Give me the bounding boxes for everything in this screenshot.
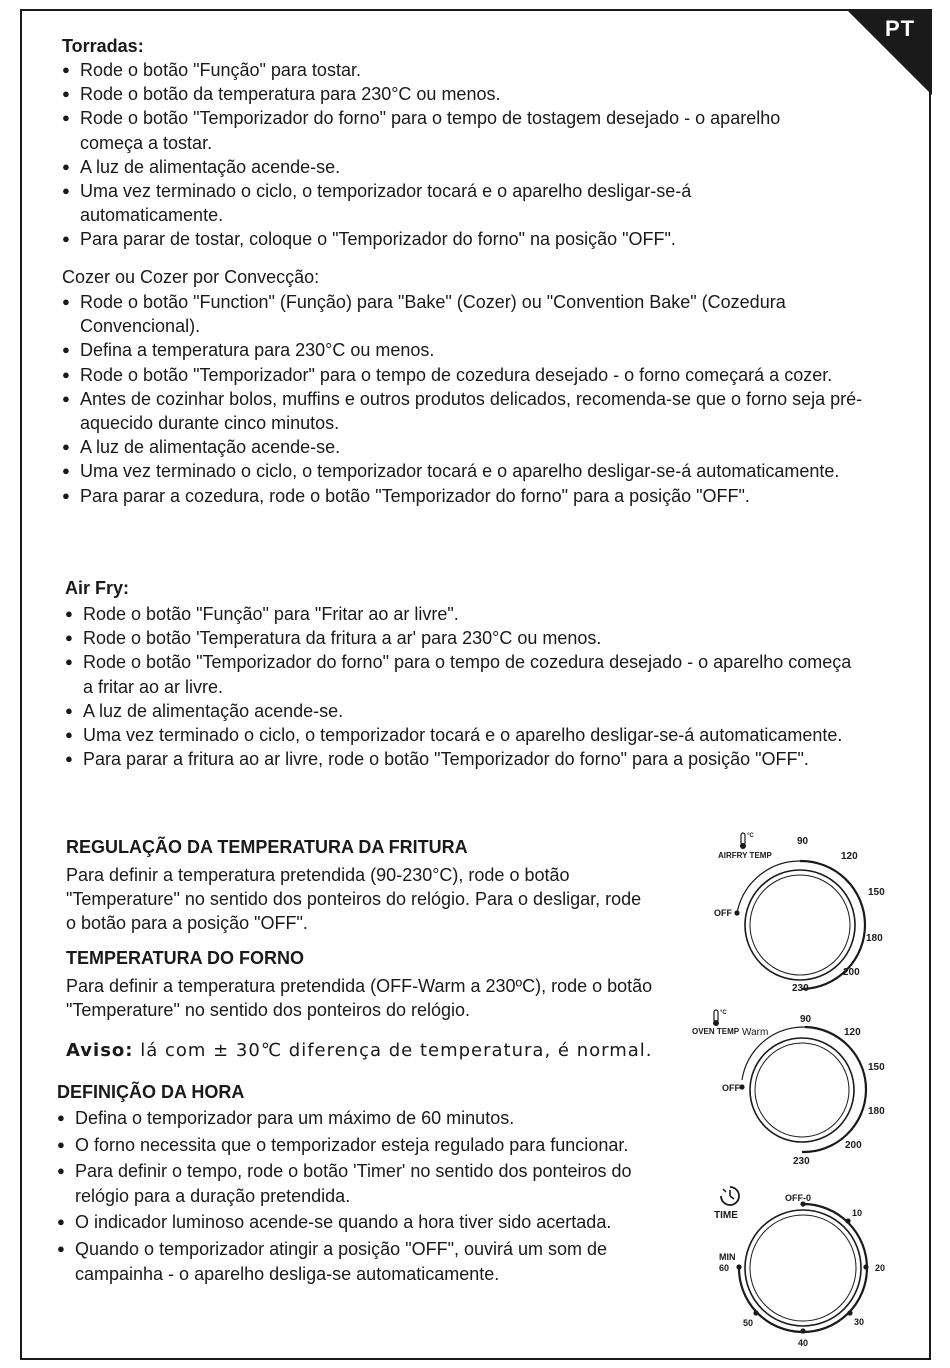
- dial-off-label: OFF: [714, 908, 732, 918]
- timer-icon: [721, 1187, 739, 1205]
- dial-mark: 200: [843, 967, 860, 978]
- dial-mark: 50: [743, 1318, 754, 1328]
- dial-mark: 230: [793, 1156, 810, 1167]
- list-item: ● Defina a temperatura para 230°C ou menos.: [62, 338, 887, 362]
- list-item: ● O indicador luminoso acende-se quando a hora tiver sido acertada.: [57, 1210, 647, 1235]
- dial-mark: 10: [852, 1208, 863, 1218]
- svg-text:°C: °C: [720, 1010, 727, 1016]
- toasting-section: [62, 34, 822, 252]
- section-title: REGULAÇÃO DA TEMPERATURA DA FRITURA: [66, 837, 468, 857]
- dial-min-label: MIN: [719, 1252, 736, 1262]
- airfry-temp-dial: [700, 825, 900, 995]
- section-text: Para definir a temperatura pretendida (90-230°C), rode o botão "Temperature" no sentido dos ponteiros do relógio. Para o desligar, rode o botão para a posição "OFF".: [66, 865, 642, 934]
- dial-mark: 90: [797, 836, 809, 847]
- list-item: ● Rode o botão "Temporizador do forno" para o tempo de tostagem desejado - o aparelho começa a tostar.: [62, 106, 822, 154]
- dial-mark: 150: [868, 887, 885, 898]
- oven-temp-dial: [690, 1005, 900, 1170]
- section-text: Para definir a temperatura pretendida (OFF-Warm a 230ºC), rode o botão "Temperature" no sentido dos ponteiros do relógio.: [66, 976, 653, 1021]
- list-item: ● Uma vez terminado o ciclo, o temporizador tocará e o aparelho desligar-se-á automaticamente.: [62, 459, 887, 483]
- list-item: ● Rode o botão "Temporizador" para o tempo de cozedura desejado - o forno começará a cozer.: [62, 363, 887, 387]
- language-label: PT: [885, 16, 916, 41]
- dial-warm-label: Warm: [742, 1027, 769, 1038]
- list-item: ● Antes de cozinhar bolos, muffins e outros produtos delicados, recomenda-se que o forno seja pré-aquecido durante cinco minutos.: [62, 387, 887, 435]
- list-item: ● Uma vez terminado o ciclo, o temporizador tocará e o aparelho desligar-se-á automaticamente.: [65, 723, 855, 747]
- list-item: ● Defina o temporizador para um máximo de 60 minutos.: [57, 1106, 647, 1131]
- warning-text: lá com ± 30℃ diferença de temperatura, é normal.: [133, 1040, 653, 1061]
- airfry-section: [65, 576, 855, 771]
- timer-dial: [700, 1180, 900, 1350]
- thermometer-icon: [713, 1010, 727, 1026]
- dial-mark: 180: [866, 933, 883, 944]
- list-item: ● A luz de alimentação acende-se.: [65, 699, 855, 723]
- dial-mark: 200: [845, 1140, 862, 1151]
- dial-mark: 180: [868, 1106, 885, 1117]
- list-item: ● Uma vez terminado o ciclo, o temporizador tocará e o aparelho desligar-se-á automaticamente.: [62, 179, 822, 227]
- section-title: Air Fry:: [65, 578, 130, 598]
- list-item: ● Para parar a fritura ao ar livre, rode o botão "Temporizador do forno" para a posição "OFF".: [65, 747, 855, 771]
- dial-mark: 40: [798, 1338, 809, 1348]
- dial-off-label: OFF: [722, 1083, 740, 1093]
- fry-temp-section: [66, 835, 656, 936]
- list-item: ● A luz de alimentação acende-se.: [62, 155, 822, 179]
- list-item: ● Para parar de tostar, coloque o "Temporizador do forno" na posição "OFF".: [62, 227, 822, 251]
- dial-label: TIME: [714, 1210, 738, 1221]
- dial-mark: 20: [875, 1263, 886, 1273]
- section-title: TEMPERATURA DO FORNO: [66, 948, 304, 968]
- oven-temp-section: [66, 946, 666, 1022]
- dial-mark: OFF-0: [785, 1193, 811, 1203]
- dial-mark: 230: [792, 983, 809, 994]
- list-item: ● Rode o botão "Função" para tostar.: [62, 58, 822, 82]
- dial-label: AIRFRY TEMP: [718, 851, 772, 860]
- dial-mark: 30: [854, 1317, 865, 1327]
- warning-label: Aviso:: [66, 1040, 134, 1061]
- list-item: ● Rode o botão "Temporizador do forno" para o tempo de cozedura desejado - o aparelho começa a fritar ao ar livre.: [65, 650, 855, 698]
- baking-section: [62, 265, 887, 508]
- dial-mark: 60: [719, 1263, 730, 1273]
- list-item: ● A luz de alimentação acende-se.: [62, 435, 887, 459]
- dial-mark: 120: [841, 851, 858, 862]
- dial-mark: 90: [800, 1014, 812, 1025]
- svg-text:°C: °C: [747, 833, 754, 839]
- list-item: ● Para parar a cozedura, rode o botão "Temporizador do forno" para a posição "OFF".: [62, 484, 887, 508]
- list-item: ● Rode o botão "Function" (Função) para "Bake" (Cozer) ou "Convention Bake" (Cozedura Convencional).: [62, 290, 887, 338]
- dial-mark: 120: [844, 1027, 861, 1038]
- time-section: [57, 1080, 647, 1286]
- section-title: DEFINIÇÃO DA HORA: [57, 1082, 245, 1102]
- section-title: Cozer ou Cozer por Convecção:: [62, 267, 320, 287]
- list-item: ● Rode o botão 'Temperatura da fritura a ar' para 230°C ou menos.: [65, 626, 855, 650]
- list-item: ● Para definir o tempo, rode o botão 'Timer' no sentido dos ponteiros do relógio para a duração pretendida.: [57, 1159, 647, 1208]
- thermometer-icon: [740, 833, 754, 849]
- dial-label: OVEN TEMP: [692, 1027, 740, 1036]
- section-title: Torradas:: [62, 36, 144, 56]
- list-item: ● O forno necessita que o temporizador esteja regulado para funcionar.: [57, 1133, 647, 1158]
- warning-note: [66, 1040, 653, 1061]
- list-item: ● Quando o temporizador atingir a posição "OFF", ouvirá um som de campainha - o aparelho desliga-se automaticamente.: [57, 1237, 647, 1286]
- list-item: ● Rode o botão "Função" para "Fritar ao ar livre".: [65, 602, 855, 626]
- dial-mark: 150: [868, 1062, 885, 1073]
- list-item: ● Rode o botão da temperatura para 230°C ou menos.: [62, 82, 822, 106]
